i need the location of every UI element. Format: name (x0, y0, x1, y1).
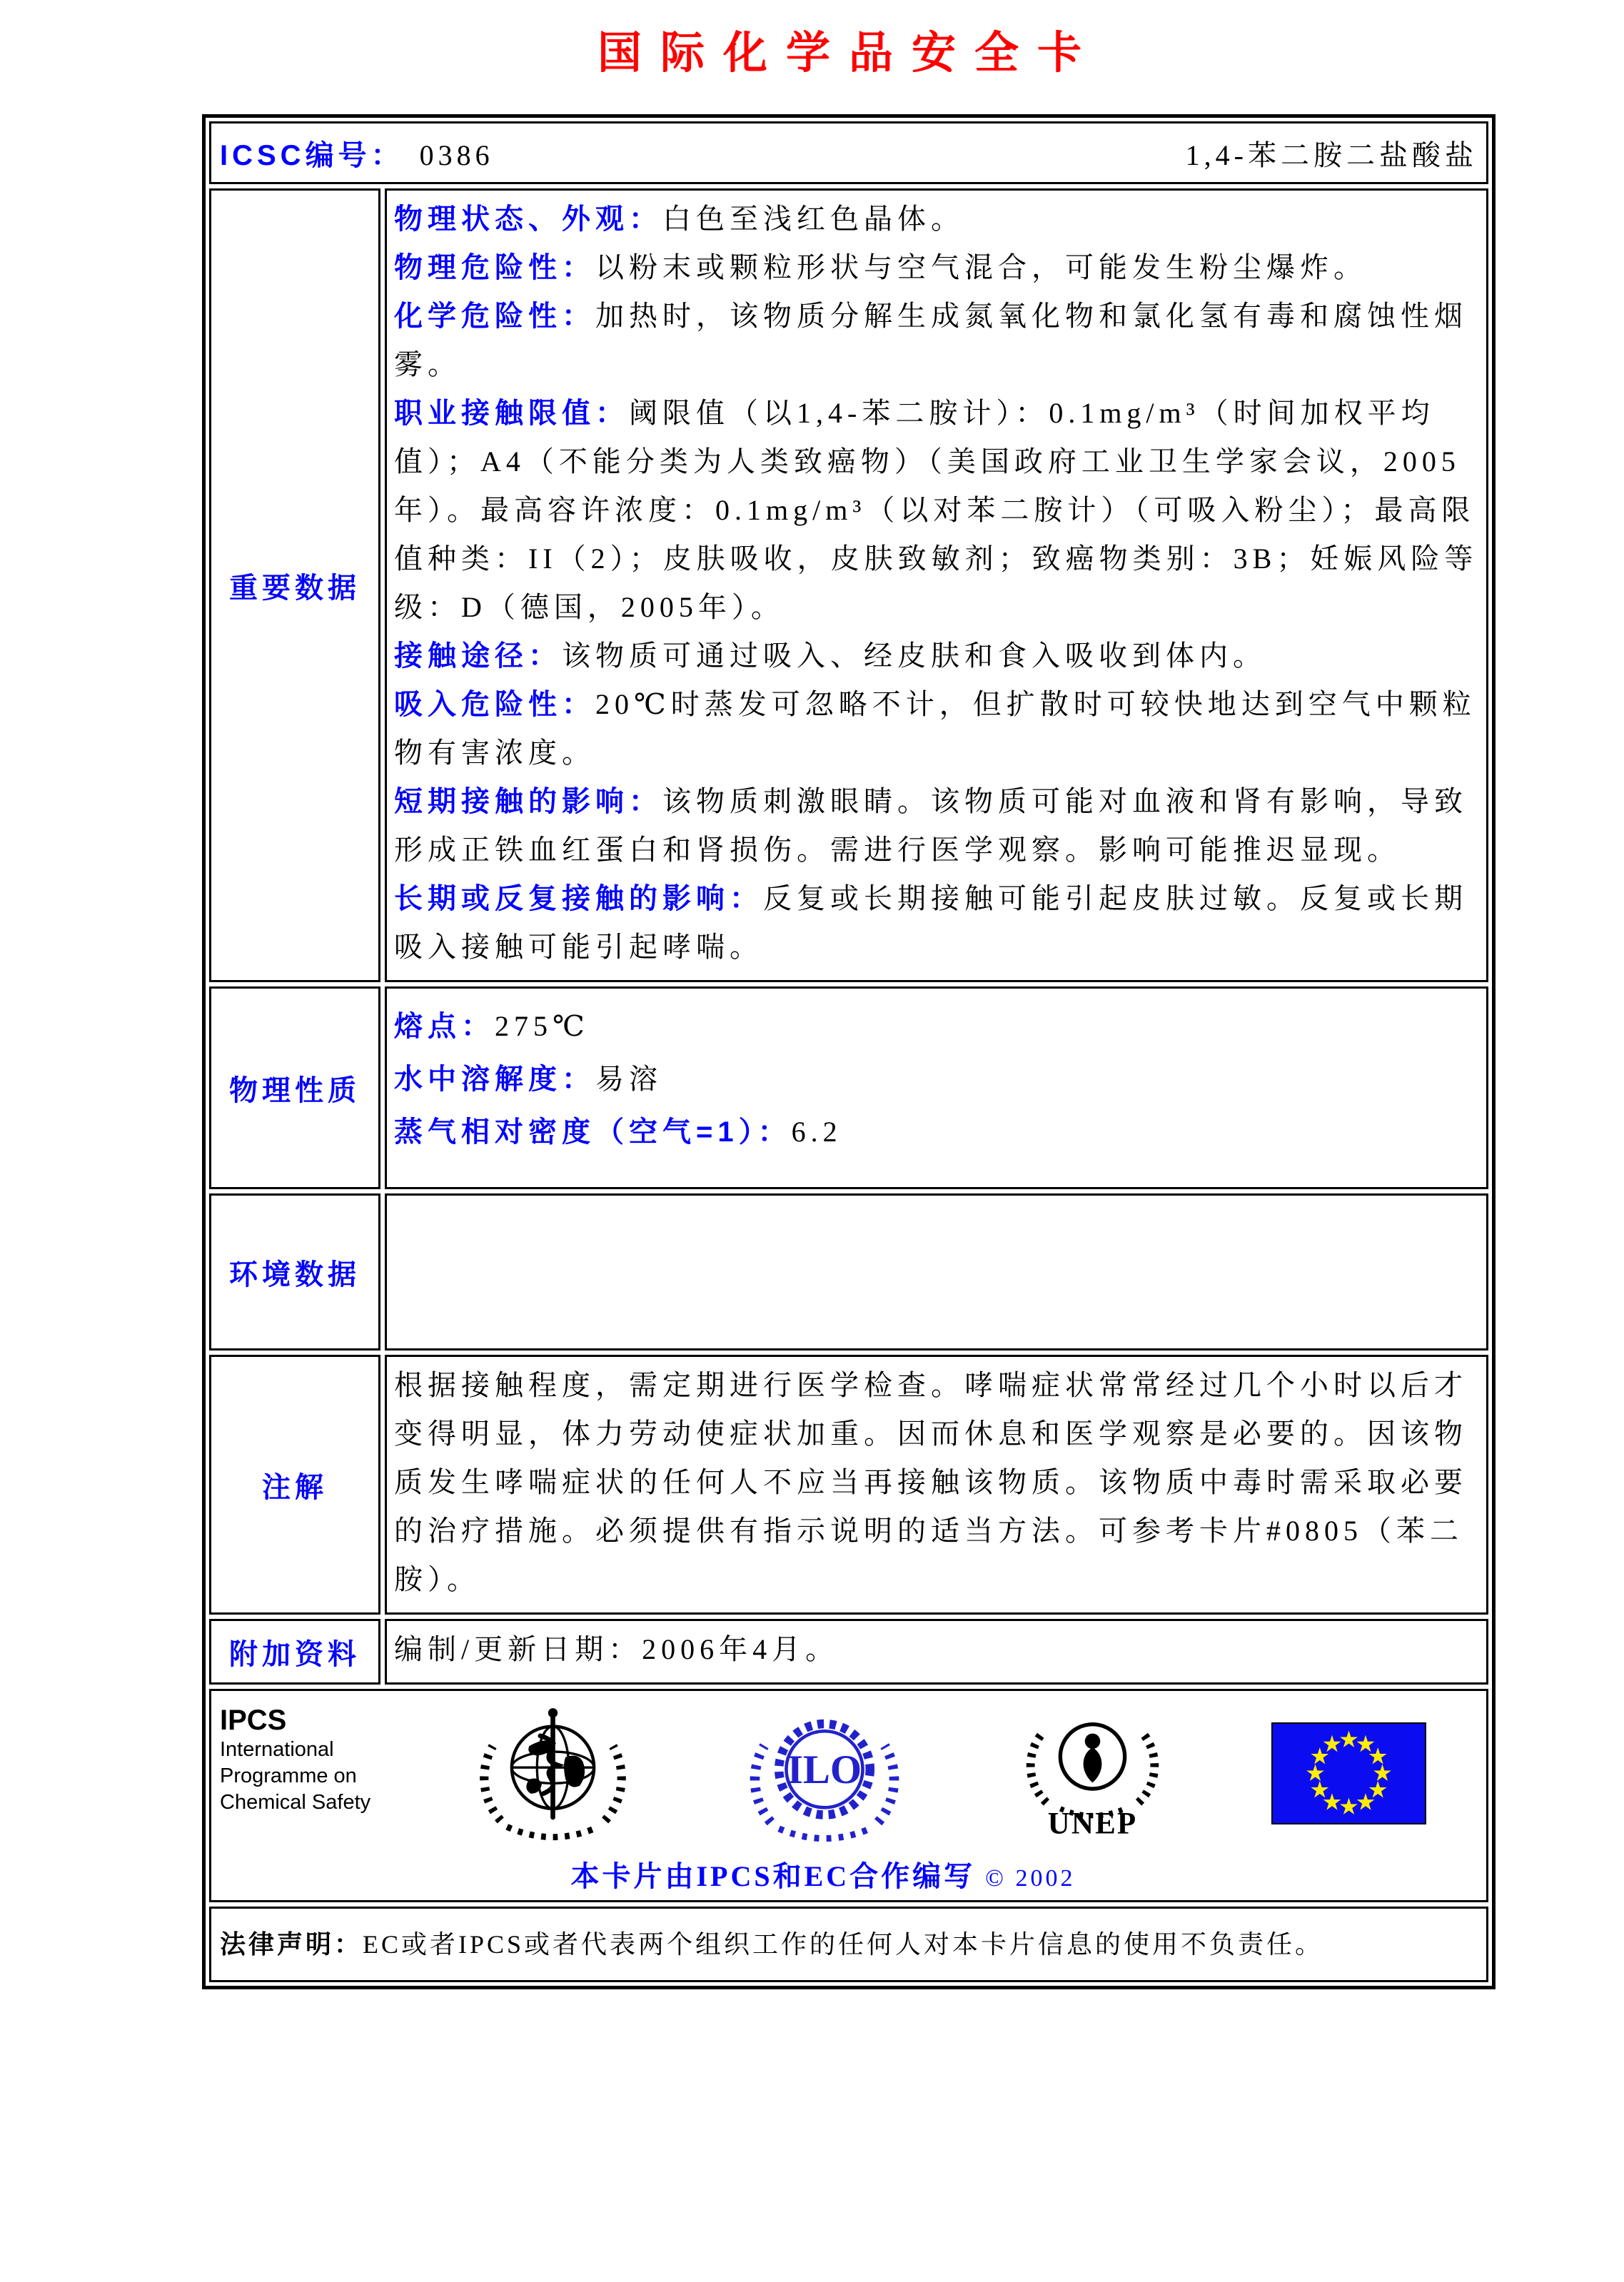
property-label: 职业接触限值： (394, 398, 629, 429)
property-line (394, 1106, 1479, 1158)
property-line (394, 243, 1479, 292)
unep-label: UNEP (1047, 1806, 1138, 1840)
ipcs-title: IPCS (220, 1705, 287, 1736)
ilo-logo-icon (735, 1700, 914, 1847)
property-line (394, 1053, 1479, 1106)
property-text: 白色至浅红色晶体。 (662, 203, 964, 235)
safety-card-table (202, 114, 1496, 1989)
copyright-text: © 2002 (985, 1865, 1076, 1892)
icsc-header-cell (209, 121, 1488, 184)
header-row (209, 121, 1488, 184)
property-line (394, 389, 1479, 632)
property-label: 短期接触的影响： (394, 786, 662, 817)
notes-content: 根据接触程度，需定期进行医学检查。哮喘症状常常经过几个小时以后才变得明显，体力劳动使症状加重。因而休息和医学观察是必要的。因该物质发生哮喘症状的任何人不应当再接触该物质。该物质中毒时需采取必要的治疗措施。必须提供有指示说明的适当方法。可参考卡片#0805（苯二胺）。 (385, 1355, 1488, 1615)
property-line (394, 1000, 1479, 1053)
property-label: 化学危险性： (394, 301, 595, 332)
logos-row (209, 1689, 1488, 1902)
legal-row (209, 1907, 1488, 1982)
legal-cell (209, 1907, 1488, 1982)
chemical-name: 1,4-苯二胺二盐酸盐 (1185, 138, 1478, 171)
property-text: 20℃时蒸发可忽略不计，但扩散时可较快地达到空气中颗粒物有害浓度。 (394, 688, 1476, 769)
ilo-letters: ILO (787, 1747, 862, 1792)
property-text: 易溶 (595, 1063, 662, 1095)
additional-info-content: 编制/更新日期：2006年4月。 (385, 1619, 1488, 1685)
property-line (394, 874, 1479, 971)
legal-text: EC或者IPCS或者代表两个组织工作的任何人对本卡片信息的使用不负责任。 (363, 1930, 1324, 1959)
icsc-number-label: ICSC编号： (220, 139, 404, 171)
property-text: 该物质可通过吸入、经皮肤和食入吸收到体内。 (562, 640, 1266, 672)
property-text: 阈限值（以1,4-苯二胺计）：0.1mg/m³（时间加权平均值）；A4（不能分类为人类致癌物）（美国政府工业卫生学家会议，2005年）。最高容许浓度：0.1mg/m³（以对苯二胺计）（可吸入粉尘）；最高限值种类：II（2）；皮肤吸收，皮肤致敏剂；致癌物类别：3B；妊娠风险等级：D（德国，2005年）。 (394, 397, 1478, 623)
property-text: 6.2 (791, 1116, 842, 1148)
additional-info-row-label: 附加资料 (209, 1619, 380, 1685)
physical-properties-row (209, 986, 1488, 1189)
unep-logo-icon (1016, 1697, 1169, 1850)
environmental-data-row-label: 环境数据 (209, 1193, 380, 1350)
physical-properties-row-label: 物理性质 (209, 986, 380, 1189)
notes-row-label: 注解 (209, 1355, 380, 1615)
property-line (394, 292, 1479, 389)
important-data-row (209, 188, 1488, 982)
property-label: 物理危险性： (394, 252, 595, 283)
property-text: 加热时，该物质分解生成氮氧化物和氯化氢有毒和腐蚀性烟雾。 (394, 300, 1468, 380)
property-line (394, 632, 1479, 680)
important-data-row-label: 重要数据 (209, 188, 380, 982)
icsc-number-value: 0386 (419, 138, 494, 171)
property-label: 物理状态、外观： (394, 203, 662, 235)
property-text: 以粉末或颗粒形状与空气混合，可能发生粉尘爆炸。 (595, 251, 1367, 283)
logos-cell (209, 1689, 1488, 1902)
property-text: 275℃ (495, 1010, 590, 1042)
property-label: 长期或反复接触的影响： (394, 883, 763, 914)
property-label: 吸入危险性： (394, 689, 595, 720)
property-text: 该物质刺激眼睛。该物质可能对血液和肾有影响，导致形成正铁血红蛋白和肾损伤。需进行医学观察。影响可能推迟显现。 (394, 785, 1468, 866)
eu-flag-icon (1271, 1722, 1426, 1824)
property-line (394, 777, 1479, 874)
notes-row (209, 1355, 1488, 1615)
environmental-data-row (209, 1193, 1488, 1350)
ipcs-subtitle-line: Chemical Safety (220, 1791, 371, 1814)
property-text: 反复或长期接触可能引起皮肤过敏。反复或长期吸入接触可能引起哮喘。 (394, 882, 1468, 963)
logo-strip (220, 1700, 1426, 1847)
legal-label: 法律声明： (220, 1929, 363, 1959)
property-label: 熔点： (394, 1011, 495, 1042)
page-title: 国际化学品安全卡 (597, 29, 1100, 78)
ipcs-text-block (220, 1700, 370, 1816)
property-line (394, 680, 1479, 777)
property-line (394, 195, 1479, 243)
who-logo-icon (473, 1700, 633, 1847)
ipcs-subtitle-line: Programme on (220, 1764, 357, 1787)
additional-info-row (209, 1619, 1488, 1685)
property-label: 水中溶解度： (394, 1064, 595, 1095)
caption-text: 本卡片由IPCS和EC合作编写 (570, 1860, 976, 1892)
environmental-data-content (385, 1193, 1488, 1350)
property-label: 蒸气相对密度（空气=1）： (394, 1116, 792, 1148)
property-label: 接触途径： (394, 640, 562, 672)
icsc-number-group (220, 133, 494, 173)
ipcs-subtitle-line: International (220, 1738, 334, 1761)
important-data-content (385, 188, 1488, 982)
physical-properties-content (385, 986, 1488, 1189)
cooperation-caption (220, 1854, 1426, 1894)
